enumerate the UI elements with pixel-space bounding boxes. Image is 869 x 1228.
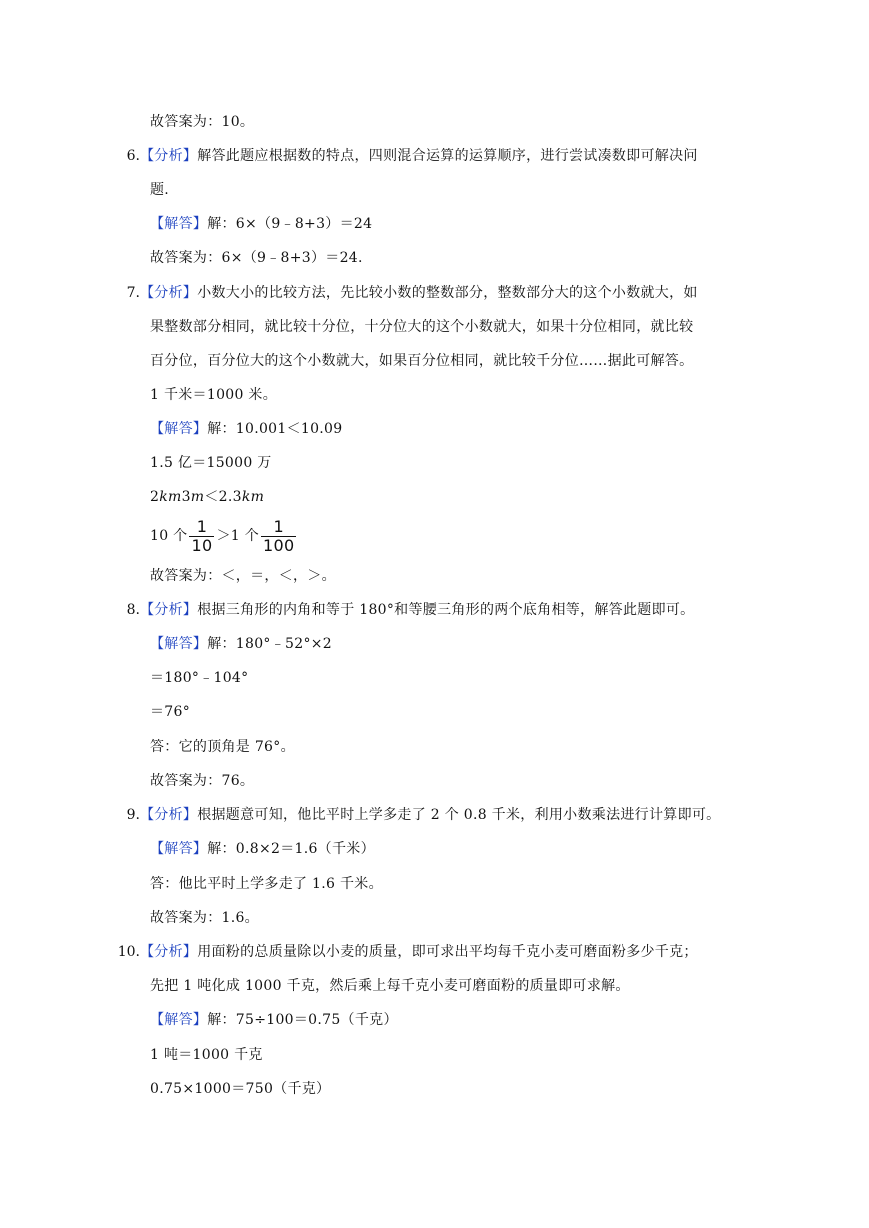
q10-analysis-text-2: 先把 1 吨化成 1000 千克，然后乘上每千克小麦可磨面粉的质量即可求解。 [150,978,630,994]
solution-tag: 【解答】 [150,216,208,232]
q10-analysis [140,942,698,962]
q10-analysis-text-1: 用面粉的总质量除以小麦的质量，即可求出平均每千克小麦可磨面粉多少千克； [197,944,698,960]
q7-line-4-prefix: 10 个 [150,528,188,544]
q7-analysis-text-2: 果整数部分相同，就比较十分位，十分位大的这个小数就大，如果十分位相同，就比较 [150,319,694,335]
q10-solution [150,1010,398,1030]
q7-unit-m: m [190,489,205,505]
fraction-denominator: 10 [191,535,213,555]
q10-step-2: 0.75×1000＝750（千克） [150,1081,331,1097]
q9-final-answer: 故答案为：1.6。 [150,910,259,926]
solution-tag: 【解答】 [150,421,208,437]
q7-line-3-c: 3 [181,489,191,505]
q7-analysis-text-4: 1 千米＝1000 米。 [150,387,278,403]
analysis-tag: 【分析】 [140,944,198,960]
fraction-numerator: 1 [189,518,214,537]
fraction-denominator: 100 [263,535,295,555]
q6-solution [150,214,372,234]
q9-analysis-text: 根据题意可知，他比平时上学多走了 2 个 0.8 千米，利用小数乘法进行计算即可。 [197,807,721,823]
q6-number: 6. [126,148,140,164]
solution-tag: 【解答】 [150,636,208,652]
analysis-tag: 【分析】 [140,807,198,823]
q6-final-answer: 故答案为：6×（9﹣8+3）＝24. [150,250,363,266]
q9-answer: 答：他比平时上学多走了 1.6 千米。 [150,876,383,892]
q6-solution-text: 解：6×（9﹣8+3）＝24 [207,216,373,232]
q6-analysis [140,146,698,166]
q9-analysis [140,805,720,825]
q7-line-3-e: ＜2.3 [204,489,242,505]
q7-final-answer: 故答案为：＜，＝，＜，＞。 [150,568,336,584]
solution-tag: 【解答】 [150,1012,208,1028]
q8-analysis [140,600,694,620]
q9-solution [150,839,375,859]
q7-analysis-text-1: 小数大小的比较方法，先比较小数的整数部分，整数部分大的这个小数就大，如 [197,285,698,301]
q7-analysis-text-3: 百分位，百分位大的这个小数就大，如果百分位相同，就比较千分位……据此可解答。 [150,353,694,369]
q7-number: 7. [126,285,140,301]
q6-analysis-text-2: 题. [150,182,170,198]
q8-answer: 答：它的顶角是 76°。 [150,739,295,755]
q7-unit-km-1: km [159,489,182,505]
q8-final-answer: 故答案为：76。 [150,773,255,789]
q7-analysis [140,283,698,303]
fraction-one-tenth [189,518,214,555]
q9-solution-text: 解：0.8×2＝1.6（千米） [207,841,375,857]
q10-step-1: 1 吨＝1000 千克 [150,1047,263,1063]
analysis-tag: 【分析】 [140,602,198,618]
q8-number: 8. [126,602,140,618]
q7-line-3-a: 2 [150,489,160,505]
q10-solution-text: 解：75÷100＝0.75（千克） [207,1012,398,1028]
q7-line-4 [150,516,298,556]
q7-unit-km-2: km [241,489,265,505]
q8-step-1: ＝180°﹣104° [150,670,249,686]
q7-line-4-mid: ＞1 个 [216,528,259,544]
q8-analysis-text: 根据三角形的内角和等于 180°和等腰三角形的两个底角相等，解答此题即可。 [197,602,695,618]
q7-line-2: 1.5 亿＝15000 万 [150,455,272,471]
q7-solution-text: 解：10.001＜10.09 [207,421,343,437]
analysis-tag: 【分析】 [140,285,198,301]
q7-line-3 [150,487,264,507]
analysis-tag: 【分析】 [140,148,198,164]
q6-analysis-text-1: 解答此题应根据数的特点，四则混合运算的运算顺序，进行尝试凑数即可解决问 [197,148,698,164]
q8-step-2: ＝76° [150,704,191,720]
q10-number: 10. [117,944,140,960]
fraction-one-hundredth [261,518,296,555]
q8-solution [150,634,332,654]
q7-solution [150,419,342,439]
q8-solution-text: 解：180°﹣52°×2 [207,636,332,652]
fraction-numerator: 1 [261,518,296,537]
q9-number: 9. [126,807,140,823]
q5-final-answer: 故答案为：10。 [150,114,255,130]
solution-tag: 【解答】 [150,841,208,857]
